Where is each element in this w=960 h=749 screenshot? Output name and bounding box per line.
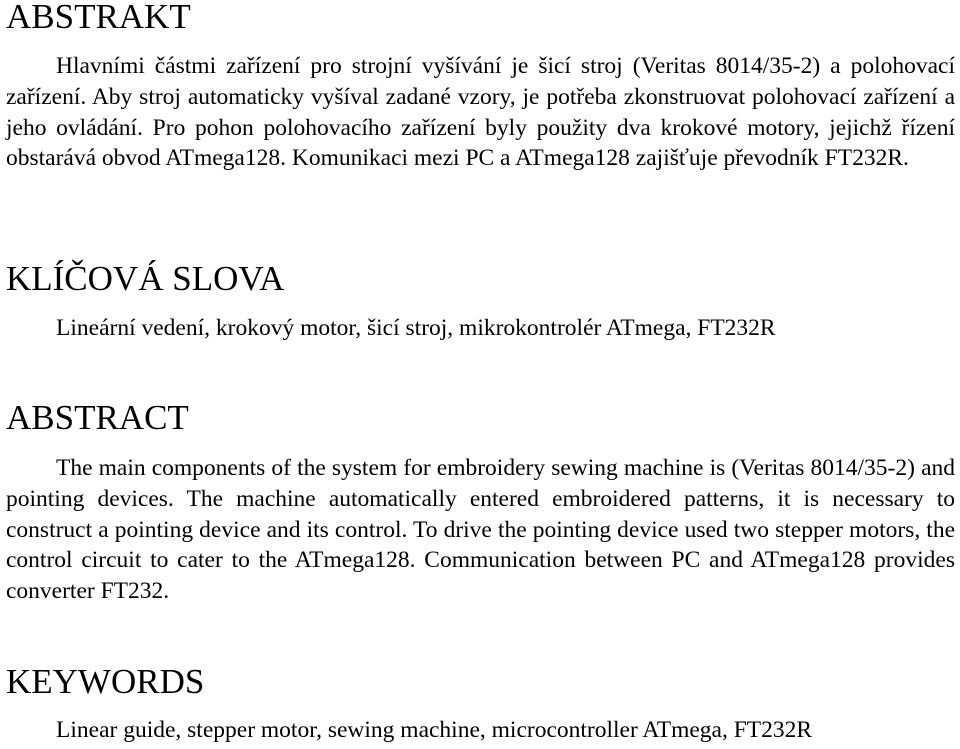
english-abstract-text: The main components of the system for embroidery sewing machine is (Veritas 8014/35-2) and pointing devices. The machine automatically entered embroidered patterns, it is necessary to construct a pointing device and its control. To drive the pointing device used two stepper motors, the control circuit to cater to the ATmega128. Communication between PC and ATmega128 provides converter FT232. [6,455,955,605]
czech-keywords-text: Lineární vedení, krokový motor, šicí stroj, mikrokontrolér ATmega, FT232R [56,315,776,341]
czech-abstract-text: Hlavními částmi zařízení pro strojní vyšívání je šicí stroj (Veritas 8014/35-2) a polohovací zařízení. Aby stroj automaticky vyšíval zadané vzory, je potřeba zkonstruovat polohovací zařízení a jeho ovládání. Pro pohon polohovacího zařízení byly použity dva krokové motory, jejichž řízení obstarává obvod ATmega128. Komunikaci mezi PC a ATmega128 zajišťuje převodník FT232R. [6,53,955,172]
english-keywords-heading: KEYWORDS [6,662,205,701]
english-keywords-text: Linear guide, stepper motor, sewing machine, microcontroller ATmega, FT232R [56,717,813,743]
english-abstract-paragraph [6,453,955,607]
czech-abstract-paragraph [6,51,955,174]
english-abstract-heading: ABSTRACT [6,398,189,437]
czech-keywords-heading: KLÍČOVÁ SLOVA [6,259,285,298]
czech-abstract-heading: ABSTRAKT [6,0,191,36]
